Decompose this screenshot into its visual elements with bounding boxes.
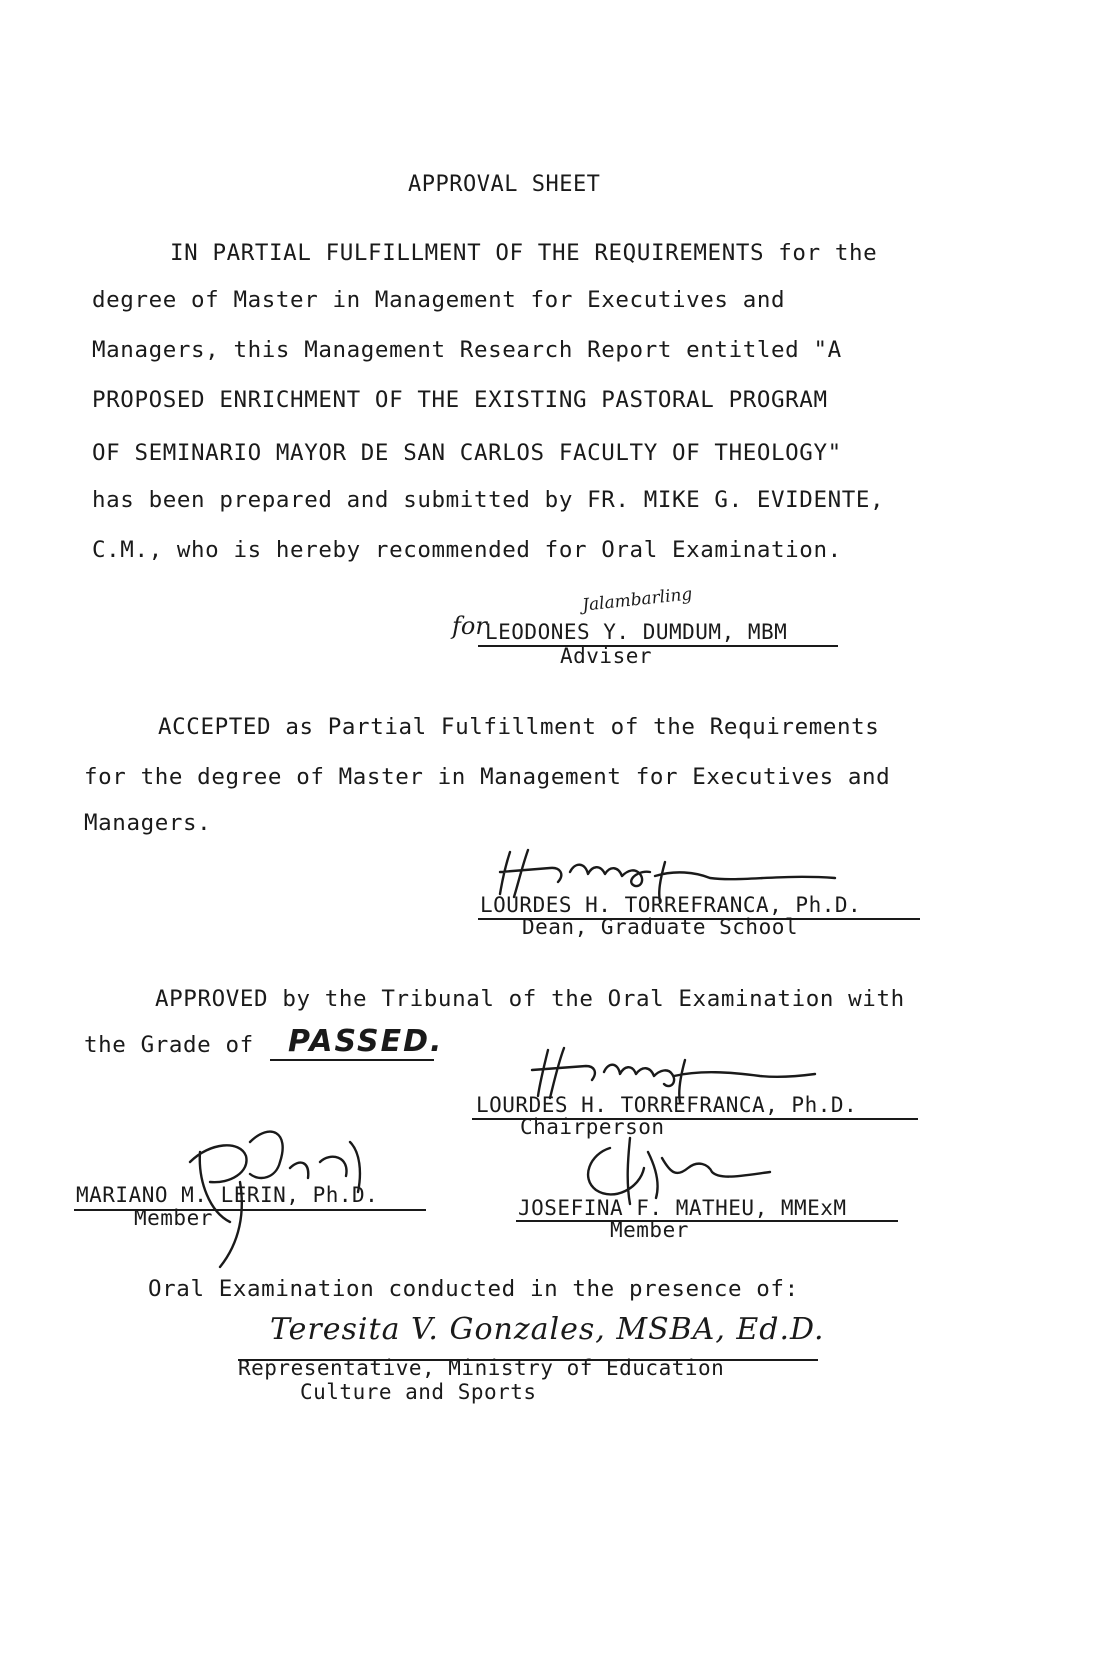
dean-role: Dean, Graduate School (522, 915, 799, 939)
representative-role-line: Culture and Sports (300, 1380, 537, 1404)
approved-line: APPROVED by the Tribunal of the Oral Examination with (155, 986, 905, 1012)
intro-line: OF SEMINARIO MAYOR DE SAN CARLOS FACULTY OF THEOLOGY" (92, 440, 842, 466)
dean-name: LOURDES H. TORREFRANCA, Ph.D. (480, 893, 862, 917)
intro-line: IN PARTIAL FULFILLMENT OF THE REQUIREMENTS for the (170, 240, 878, 266)
member-1-signature-line (74, 1209, 426, 1211)
representative-signature: Teresita V. Gonzales, MSBA, Ed.D. (270, 1312, 825, 1347)
document-title: APPROVAL SHEET (408, 172, 601, 197)
representative-role-line: Representative, Ministry of Education (238, 1356, 725, 1380)
adviser-signature-line (478, 645, 838, 647)
adviser-name: LEODONES Y. DUMDUM, MBM (485, 620, 788, 644)
chairperson-name: LOURDES H. TORREFRANCA, Ph.D. (476, 1093, 858, 1117)
adviser-signature: Jalambarling (581, 584, 694, 616)
grade-value: PASSED. (288, 1024, 444, 1059)
accepted-line: for the degree of Master in Management for Executives and (84, 764, 891, 790)
member-2-role: Member (610, 1218, 689, 1242)
approved-line: the Grade of (84, 1032, 254, 1058)
adviser-prefix: for (452, 612, 487, 640)
intro-line: has been prepared and submitted by FR. MIKE G. EVIDENTE, (92, 487, 885, 513)
intro-line: degree of Master in Management for Executives and (92, 287, 786, 313)
intro-line: C.M., who is hereby recommended for Oral Examination. (92, 537, 842, 563)
adviser-role: Adviser (560, 644, 653, 668)
accepted-line: Managers. (84, 810, 212, 836)
member-2-name: JOSEFINA F. MATHEU, MMExM (518, 1196, 847, 1220)
grade-underline (270, 1059, 434, 1061)
chairperson-role: Chairperson (520, 1115, 665, 1139)
member-1-role: Member (134, 1206, 213, 1230)
intro-line: PROPOSED ENRICHMENT OF THE EXISTING PASTORAL PROGRAM (92, 387, 828, 413)
member-2-signature-line (516, 1220, 898, 1222)
member-1-name: MARIANO M. LERIN, Ph.D. (76, 1183, 379, 1207)
accepted-line: ACCEPTED as Partial Fulfillment of the Requirements (158, 714, 880, 740)
intro-line: Managers, this Management Research Report entitled "A (92, 337, 842, 363)
presence-line: Oral Examination conducted in the presence of: (148, 1276, 799, 1302)
